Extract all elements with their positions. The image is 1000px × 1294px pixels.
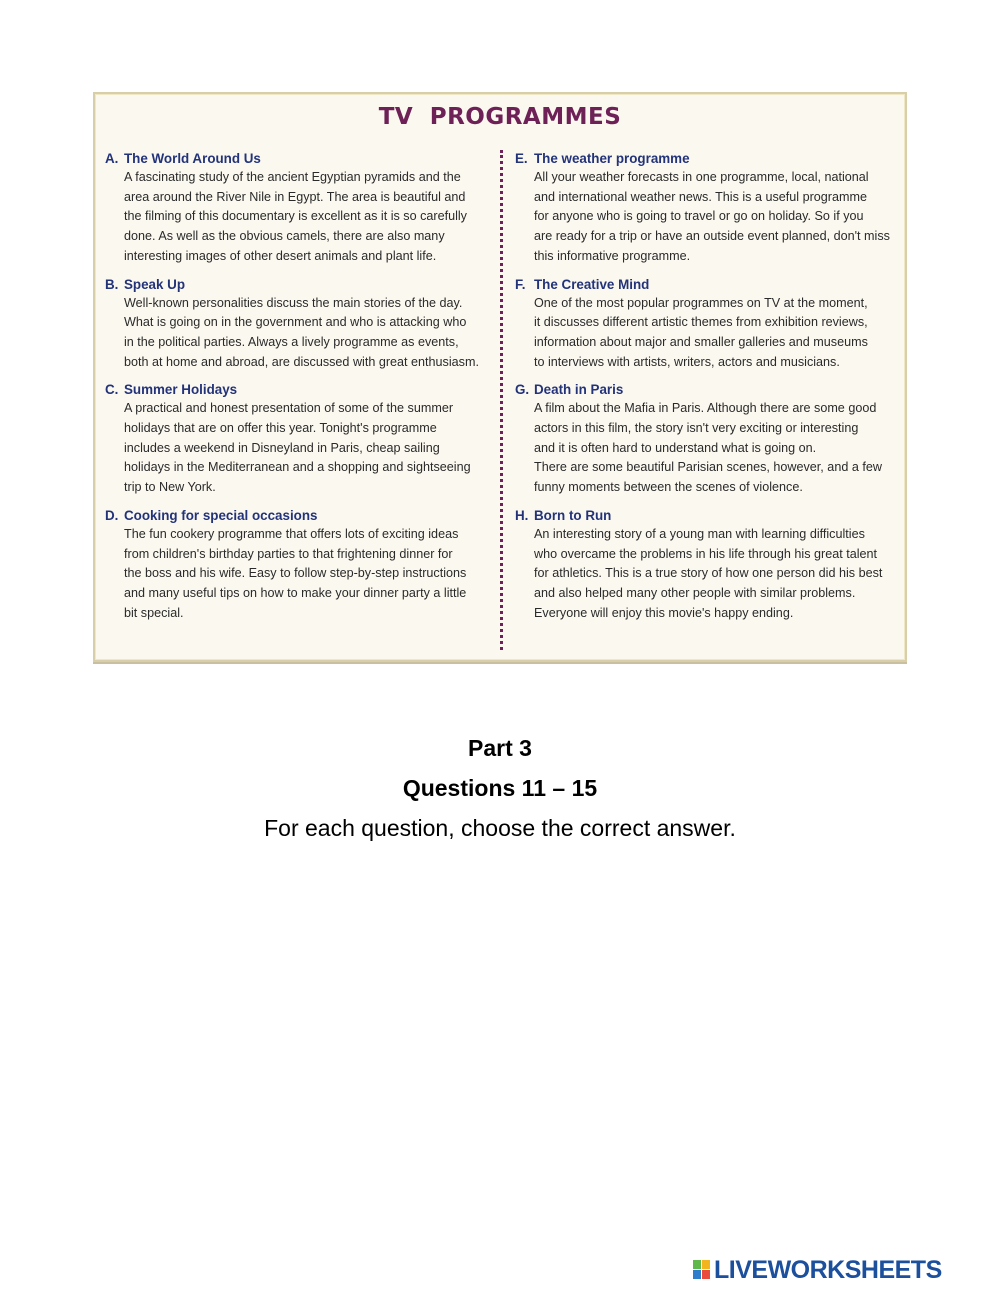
description-line: both at home and abroad, are discussed with great enthusiasm.	[124, 354, 479, 369]
programme-heading	[105, 276, 497, 294]
instruction-text: For each question, choose the correct answer.	[264, 815, 736, 841]
programme-heading	[515, 381, 903, 399]
description-line: and it is often hard to understand what is going on.	[534, 440, 817, 455]
programme-entry-h	[515, 507, 903, 624]
description-line: for anyone who is going to travel or go on holiday. So if you	[534, 209, 864, 224]
programme-letter: A.	[105, 151, 119, 166]
programme-description	[515, 294, 903, 373]
programme-letter: D.	[105, 507, 119, 523]
card-title: TV PROGRAMMES	[378, 104, 622, 130]
description-line: includes a weekend in Disneyland in Paris, cheap sailing	[124, 440, 440, 455]
programme-title: The Creative Mind	[534, 276, 650, 292]
programme-title: The weather programme	[534, 151, 690, 166]
description-line: and also helped many other people with similar problems.	[534, 585, 856, 600]
programme-letter: C.	[105, 382, 119, 398]
programme-entry-f	[515, 276, 903, 373]
description-line: who overcame the problems in his life through his great talent	[534, 546, 878, 561]
liveworksheets-logo-icon	[693, 1260, 711, 1280]
programme-title: Summer Holidays	[124, 382, 238, 398]
programme-entry-c	[105, 381, 497, 498]
programme-description	[515, 399, 903, 498]
description-line: An interesting story of a young man with learning difficulties	[534, 526, 865, 541]
questions-range: Questions 11 – 15	[402, 775, 598, 801]
description-line: are ready for a trip or have an outside event planned, don't miss	[534, 229, 890, 244]
programme-description	[515, 525, 903, 624]
programme-letter: E.	[515, 151, 528, 166]
description-line: for athletics. This is a true story of how one person did his best	[534, 566, 883, 581]
description-line: from children's birthday parties to that frightening dinner for	[124, 546, 453, 561]
programme-entry-g	[515, 381, 903, 498]
programme-heading	[515, 507, 903, 525]
description-line: actors in this film, the story isn't very exciting or interesting	[534, 421, 859, 436]
description-line: holidays in the Mediterranean and a shopping and sightseeing	[124, 460, 471, 475]
programme-title: Born to Run	[534, 507, 612, 523]
programme-entry-a	[105, 150, 497, 267]
programme-heading	[515, 150, 903, 168]
programme-letter: B.	[105, 276, 119, 292]
description-line: What is going on in the government and who is attacking who	[124, 315, 467, 330]
description-line: trip to New York.	[124, 480, 216, 495]
programme-letter: H.	[515, 507, 529, 523]
description-line: A practical and honest presentation of some of the summer	[124, 401, 454, 416]
programme-title: Cooking for special occasions	[124, 507, 318, 523]
description-line: A film about the Mafia in Paris. Although there are some good	[534, 401, 877, 416]
right-column	[515, 150, 903, 632]
description-line: bit special.	[124, 605, 184, 620]
programme-heading	[515, 276, 903, 294]
liveworksheets-logo	[693, 1255, 942, 1285]
description-line: interesting images of other desert animals and plant life.	[124, 248, 437, 263]
part-title: Part 3	[468, 735, 532, 761]
description-line: it discusses different artistic themes from exhibition reviews,	[534, 315, 868, 330]
programme-entry-e	[515, 150, 903, 267]
brand-name: LIVEWORKSHEETS	[714, 1255, 942, 1284]
description-line: All your weather forecasts in one programme, local, national	[534, 170, 869, 184]
description-line: funny moments between the scenes of violence.	[534, 480, 803, 495]
description-line: The fun cookery programme that offers lots of exciting ideas	[124, 526, 459, 541]
column-divider	[500, 150, 503, 650]
programme-description	[105, 525, 497, 624]
programme-title: Speak Up	[124, 276, 186, 292]
description-line: this informative programme.	[534, 248, 691, 263]
programme-letter: F.	[515, 276, 526, 292]
left-column	[105, 150, 497, 632]
description-line: the boss and his wife. Easy to follow step-by-step instructions	[124, 566, 467, 581]
tv-programmes-card	[93, 92, 907, 662]
programme-description	[105, 294, 497, 373]
description-line: One of the most popular programmes on TV at the moment,	[534, 295, 868, 310]
programme-heading	[105, 507, 497, 525]
description-line: Everyone will enjoy this movie's happy ending.	[534, 605, 794, 620]
description-line: There are some beautiful Parisian scenes, however, and a few	[534, 460, 882, 475]
description-line: the filming of this documentary is excellent as it is so carefully	[124, 209, 467, 224]
programme-entry-b	[105, 276, 497, 373]
description-line: and international weather news. This is a useful programme	[534, 189, 867, 204]
programme-description	[515, 168, 903, 267]
programme-heading	[105, 150, 497, 168]
programme-title: Death in Paris	[534, 382, 624, 398]
description-line: Well-known personalities discuss the main stories of the day.	[124, 295, 463, 310]
programme-description	[105, 168, 497, 267]
description-line: information about major and smaller galleries and museums	[534, 334, 868, 349]
programme-heading	[105, 381, 497, 399]
programme-description	[105, 399, 497, 498]
description-line: area around the River Nile in Egypt. The area is beautiful and	[124, 189, 466, 204]
description-line: and many useful tips on how to make your dinner party a little	[124, 585, 467, 600]
programme-entry-d	[105, 507, 497, 624]
description-line: A fascinating study of the ancient Egyptian pyramids and the	[124, 170, 461, 184]
description-line: in the political parties. Always a lively programme as events,	[124, 334, 459, 349]
description-line: to interviews with artists, writers, actors and musicians.	[534, 354, 840, 369]
description-line: done. As well as the obvious camels, there are also many	[124, 229, 445, 244]
description-line: holidays that are on offer this year. Tonight's programme	[124, 421, 437, 436]
programme-title: The World Around Us	[124, 151, 261, 166]
programme-letter: G.	[515, 382, 530, 398]
